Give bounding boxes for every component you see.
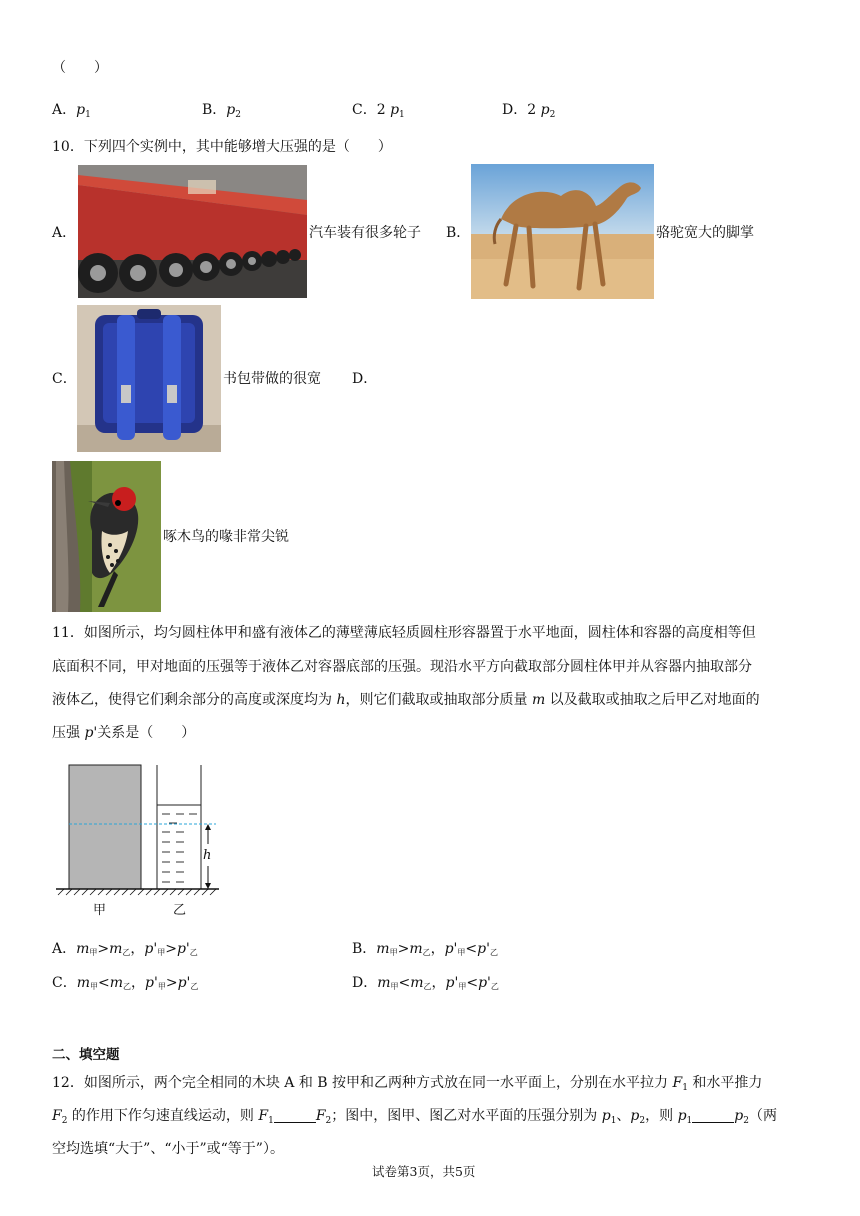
- section-title: 二、填空题: [52, 1047, 120, 1063]
- q9-paren: （ ）: [52, 60, 108, 76]
- q9-option-c: C．2 $p_1$: [352, 102, 405, 120]
- q11-line2: 底面积不同，甲对地面的压强等于液体乙对容器底部的压强。现沿水平方向截取部分圆柱体甲并从容器内抽取部分: [52, 659, 752, 675]
- q10-option-a-caption: 汽车装有很多轮子: [309, 225, 421, 241]
- q9-option-b: B．$p_2$: [202, 102, 241, 120]
- q11-option-b: B．m甲>m乙，p'甲<p'乙: [352, 941, 498, 957]
- answer-blank-2[interactable]: [692, 1108, 734, 1123]
- q11-line4: 压强 p'关系是（ ）: [52, 725, 196, 741]
- q9-option-a: A．$p_1$: [52, 102, 91, 120]
- q9-option-d: D．2 $p_2$: [502, 102, 556, 120]
- q12-line3: 空均选填“大于”、“小于”或“等于”）。: [52, 1141, 284, 1157]
- q11-figure: [56, 762, 221, 922]
- q11-line3: 液体乙，使得它们剩余部分的高度或深度均为 h，则它们截取或抽取部分质量 m 以及截取或抽取之后甲乙对地面的: [52, 692, 760, 708]
- truck-photo: [78, 165, 307, 298]
- q11-option-d: D．m甲<m乙，p'甲<p'乙: [352, 975, 499, 991]
- q10-option-a-letter: A．: [52, 225, 77, 241]
- q10-option-d-caption: 啄木鸟的喙非常尖锐: [163, 529, 289, 545]
- answer-blank-1[interactable]: [274, 1108, 316, 1123]
- q10-option-d-letter: D．: [352, 371, 378, 387]
- backpack-photo: [77, 305, 221, 452]
- cylinder-container-diagram: [56, 762, 221, 922]
- q12-line2: $F_2$ 的作用下作匀速直线运动，则 $F_1$ $F_2$；图中，图甲、图乙对水平面的压强分别为 $p_1$、$p_2$，则 $p_1$ $p_2$（两: [52, 1108, 777, 1126]
- q10-stem: 10．下列四个实例中，其中能够增大压强的是（ ）: [52, 139, 392, 155]
- page-footer: 试卷第3页，共5页: [372, 1164, 476, 1179]
- q11-line1: 11．如图所示，均匀圆柱体甲和盛有液体乙的薄壁薄底轻质圆柱形容器置于水平地面，圆柱体和容器的高度相等但: [52, 625, 756, 641]
- q12-line1: 12．如图所示，两个完全相同的木块 A 和 B 按甲和乙两种方式放在同一水平面上，分别在水平拉力 $F_1$ 和水平推力: [52, 1075, 763, 1093]
- q10-option-b-caption: 骆驼宽大的脚掌: [656, 225, 754, 241]
- figure-label-h: h: [203, 848, 212, 863]
- figure-label-yi: 乙: [173, 903, 187, 918]
- cylinder-jia: [69, 765, 141, 889]
- q11-option-c: C．m甲<m乙，p'甲>p'乙: [52, 975, 199, 991]
- q10-option-b-letter: B．: [446, 225, 471, 241]
- woodpecker-photo: [52, 461, 161, 612]
- camel-photo: [471, 164, 654, 299]
- q10-option-c-letter: C．: [52, 371, 77, 387]
- q10-option-c-caption: 书包带做的很宽: [223, 371, 321, 387]
- figure-label-jia: 甲: [93, 903, 107, 918]
- q11-option-a: A．m甲>m乙，p'甲>p'乙: [52, 941, 198, 957]
